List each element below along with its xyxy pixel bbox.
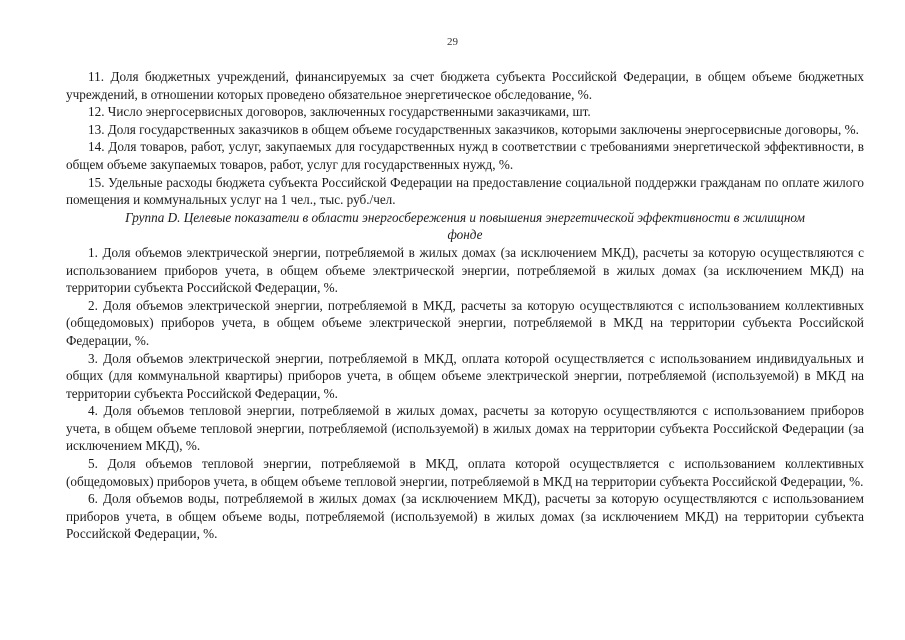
paragraph-d-item-3: 3. Доля объемов электрической энергии, потребляемой в МКД, оплата которой осуществляется с использованием индивидуальных и общих (для коммунальной квартиры) приборов учета, в общем объеме электрической энергии, потребляемой (используемой) в МКД на территории субъекта Российской Федерации, %. (66, 350, 864, 401)
paragraph-d-item-6: 6. Доля объемов воды, потребляемой в жилых домах (за исключением МКД), расчеты за которую осуществляются с использованием приборов учета, в общем объеме воды, потребляемой (используемой) в жилых домах (за исключением МКД) на территории субъекта Российской Федерации, %. (66, 491, 864, 542)
paragraph-d-item-1: 1. Доля объемов электрической энергии, потребляемой в жилых домах (за исключением МКД), расчеты за которую осуществляются с использованием приборов учета, в общем объеме электрической энергии, потребляемой в жилых домах (за исключением МКД) на территории субъекта Российской Федерации, %. (66, 244, 864, 296)
paragraph-item-14: 14. Доля товаров, работ, услуг, закупаемых для государственных нужд в соответствии с требованиями энергетической эффективности, в общем объеме закупаемых товаров, работ, услуг для государственных нужд, %. (66, 139, 864, 172)
paragraph-d-item-2: 2. Доля объемов электрической энергии, потребляемой в МКД, расчеты за которую осуществляются с использованием коллективных (общедомовых) приборов учета, в общем объеме электрической энергии, потребляемой в МКД на территории субъекта Российской Федерации, %. (66, 297, 864, 348)
paragraph-item-12: 12. Число энергосервисных договоров, заключенных государственными заказчиками, шт. (88, 104, 591, 120)
page-number: 29 (447, 36, 458, 48)
paragraph-item-15: 15. Удельные расходы бюджета субъекта Российской Федерации на предоставление социальной поддержки гражданам по оплате жилого помещения и коммунальных услуг на 1 чел., тыс. руб./чел. (66, 174, 864, 208)
paragraph-d-item-5: 5. Доля объемов тепловой энергии, потребляемой в МКД, оплата которой осуществляется с использованием коллективных (общедомовых) приборов учета, в общем объеме тепловой энергии, потребляемой в МКД на территории субъекта Российской Федерации, %. (66, 456, 864, 489)
group-d-heading: Группа D. Целевые показатели в области энергосбережения и повышения энергетической эффективности в жилищном фонде (125, 209, 805, 243)
paragraph-d-item-4: 4. Доля объемов тепловой энергии, потребляемой в жилых домах, расчеты за которую осуществляются с использованием приборов учета, в общем объеме тепловой энергии, потребляемой (используемой) в жилых домах на территории субъекта Российской Федерации (за исключением МКД), %. (66, 403, 864, 454)
paragraph-item-13: 13. Доля государственных заказчиков в общем объеме государственных заказчиков, которыми заключены энергосервисные договоры, %. (88, 121, 859, 137)
paragraph-item-11: 11. Доля бюджетных учреждений, финансируемых за счет бюджета субъекта Российской Федерации, в общем объеме бюджетных учреждений, в отношении которых проведено обязательное энергетическое обследование, %. (66, 69, 864, 102)
document-body (66, 68, 864, 543)
